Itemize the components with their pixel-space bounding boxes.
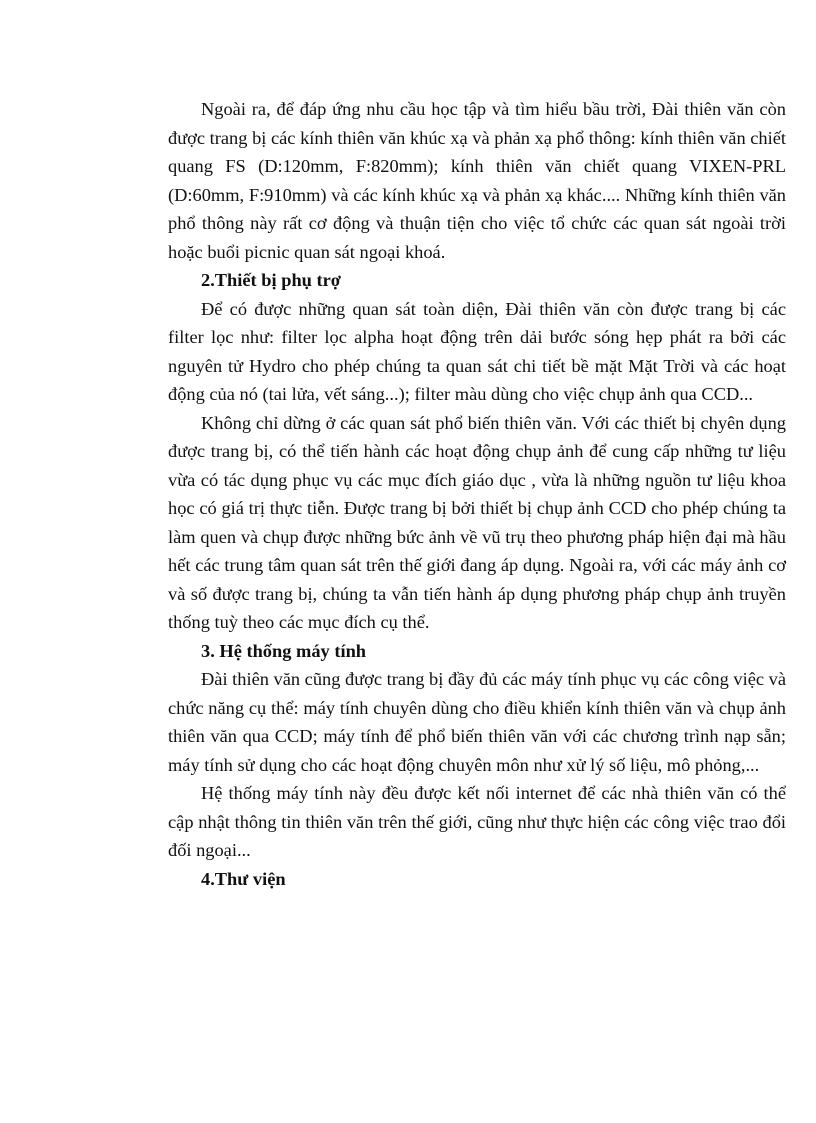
document-page [168,95,786,893]
paragraph-internet: Hệ thống máy tính này đều được kết nối internet để các nhà thiên văn có thể cập nhật thông tin thiên văn trên thế giới, cũng như thực hiện các công việc trao đổi đối ngoại... [168,783,786,860]
section-heading-support-equipment: 2.Thiết bị phụ trợ [201,270,341,290]
section-heading-library: 4.Thư viện [201,868,286,889]
section-heading-computer-system: 3. Hệ thống máy tính [201,640,367,661]
paragraph-photography: Không chỉ dừng ở các quan sát phổ biến thiên văn. Với các thiết bị chyên dụng được trang bị, có thể tiến hành các hoạt động chụp ảnh để cung cấp những tư liệu vừa có tác dụng phục vụ các mục đích giáo dục , vừa là những nguồn tư liệu khoa học có giá trị thực tiễn. Được trang bị bởi thiết bị chụp ảnh CCD cho phép chúng ta làm quen và chụp được những bức ảnh về vũ trụ theo phương pháp hiện đại mà hầu hết các trung tâm quan sát trên thế giới đang áp dụng. Ngoài ra, với các máy ảnh cơ và số được trang bị, chúng ta vẫn tiến hành áp dụng phương pháp chụp ảnh truyền thống tuỳ theo các mục đích cụ thể. [168,412,786,632]
paragraph-filters: Để có được những quan sát toàn diện, Đài thiên văn còn được trang bị các filter lọc như: filter lọc alpha hoạt động trên dải bước sóng hẹp phát ra bởi các nguyên tử Hydro cho phép chúng ta quan sát chi tiết bề mặt Mặt Trời và các hoạt động của nó (tai lửa, vết sáng...); filter màu dùng cho việc chụp ảnh qua CCD... [168,298,786,404]
intro-paragraph: Ngoài ra, để đáp ứng nhu cầu học tập và tìm hiểu bầu trời, Đài thiên văn còn được trang bị các kính thiên văn khúc xạ và phản xạ phổ thông: kính thiên văn chiết quang FS (D:120mm, F:820mm); kính thiên văn chiết quang VIXEN-PRL (D:60mm, F:910mm) và các kính khúc xạ và phản xạ khác.... Những kính thiên văn phổ thông này rất cơ động và thuận tiện cho việc tổ chức các quan sát ngoài trời hoặc buổi picnic quan sát ngoại khoá. [168,99,786,262]
paragraph-computers: Đài thiên văn cũng được trang bị đầy đủ các máy tính phục vụ các công việc và chức năng cụ thể: máy tính chuyên dùng cho điều khiển kính thiên văn và chụp ảnh thiên văn qua CCD; máy tính để phổ biến thiên văn với các chương trình nạp sẵn; máy tính sử dụng cho các hoạt động chuyên môn như xử lý số liệu, mô phỏng,... [168,669,786,775]
